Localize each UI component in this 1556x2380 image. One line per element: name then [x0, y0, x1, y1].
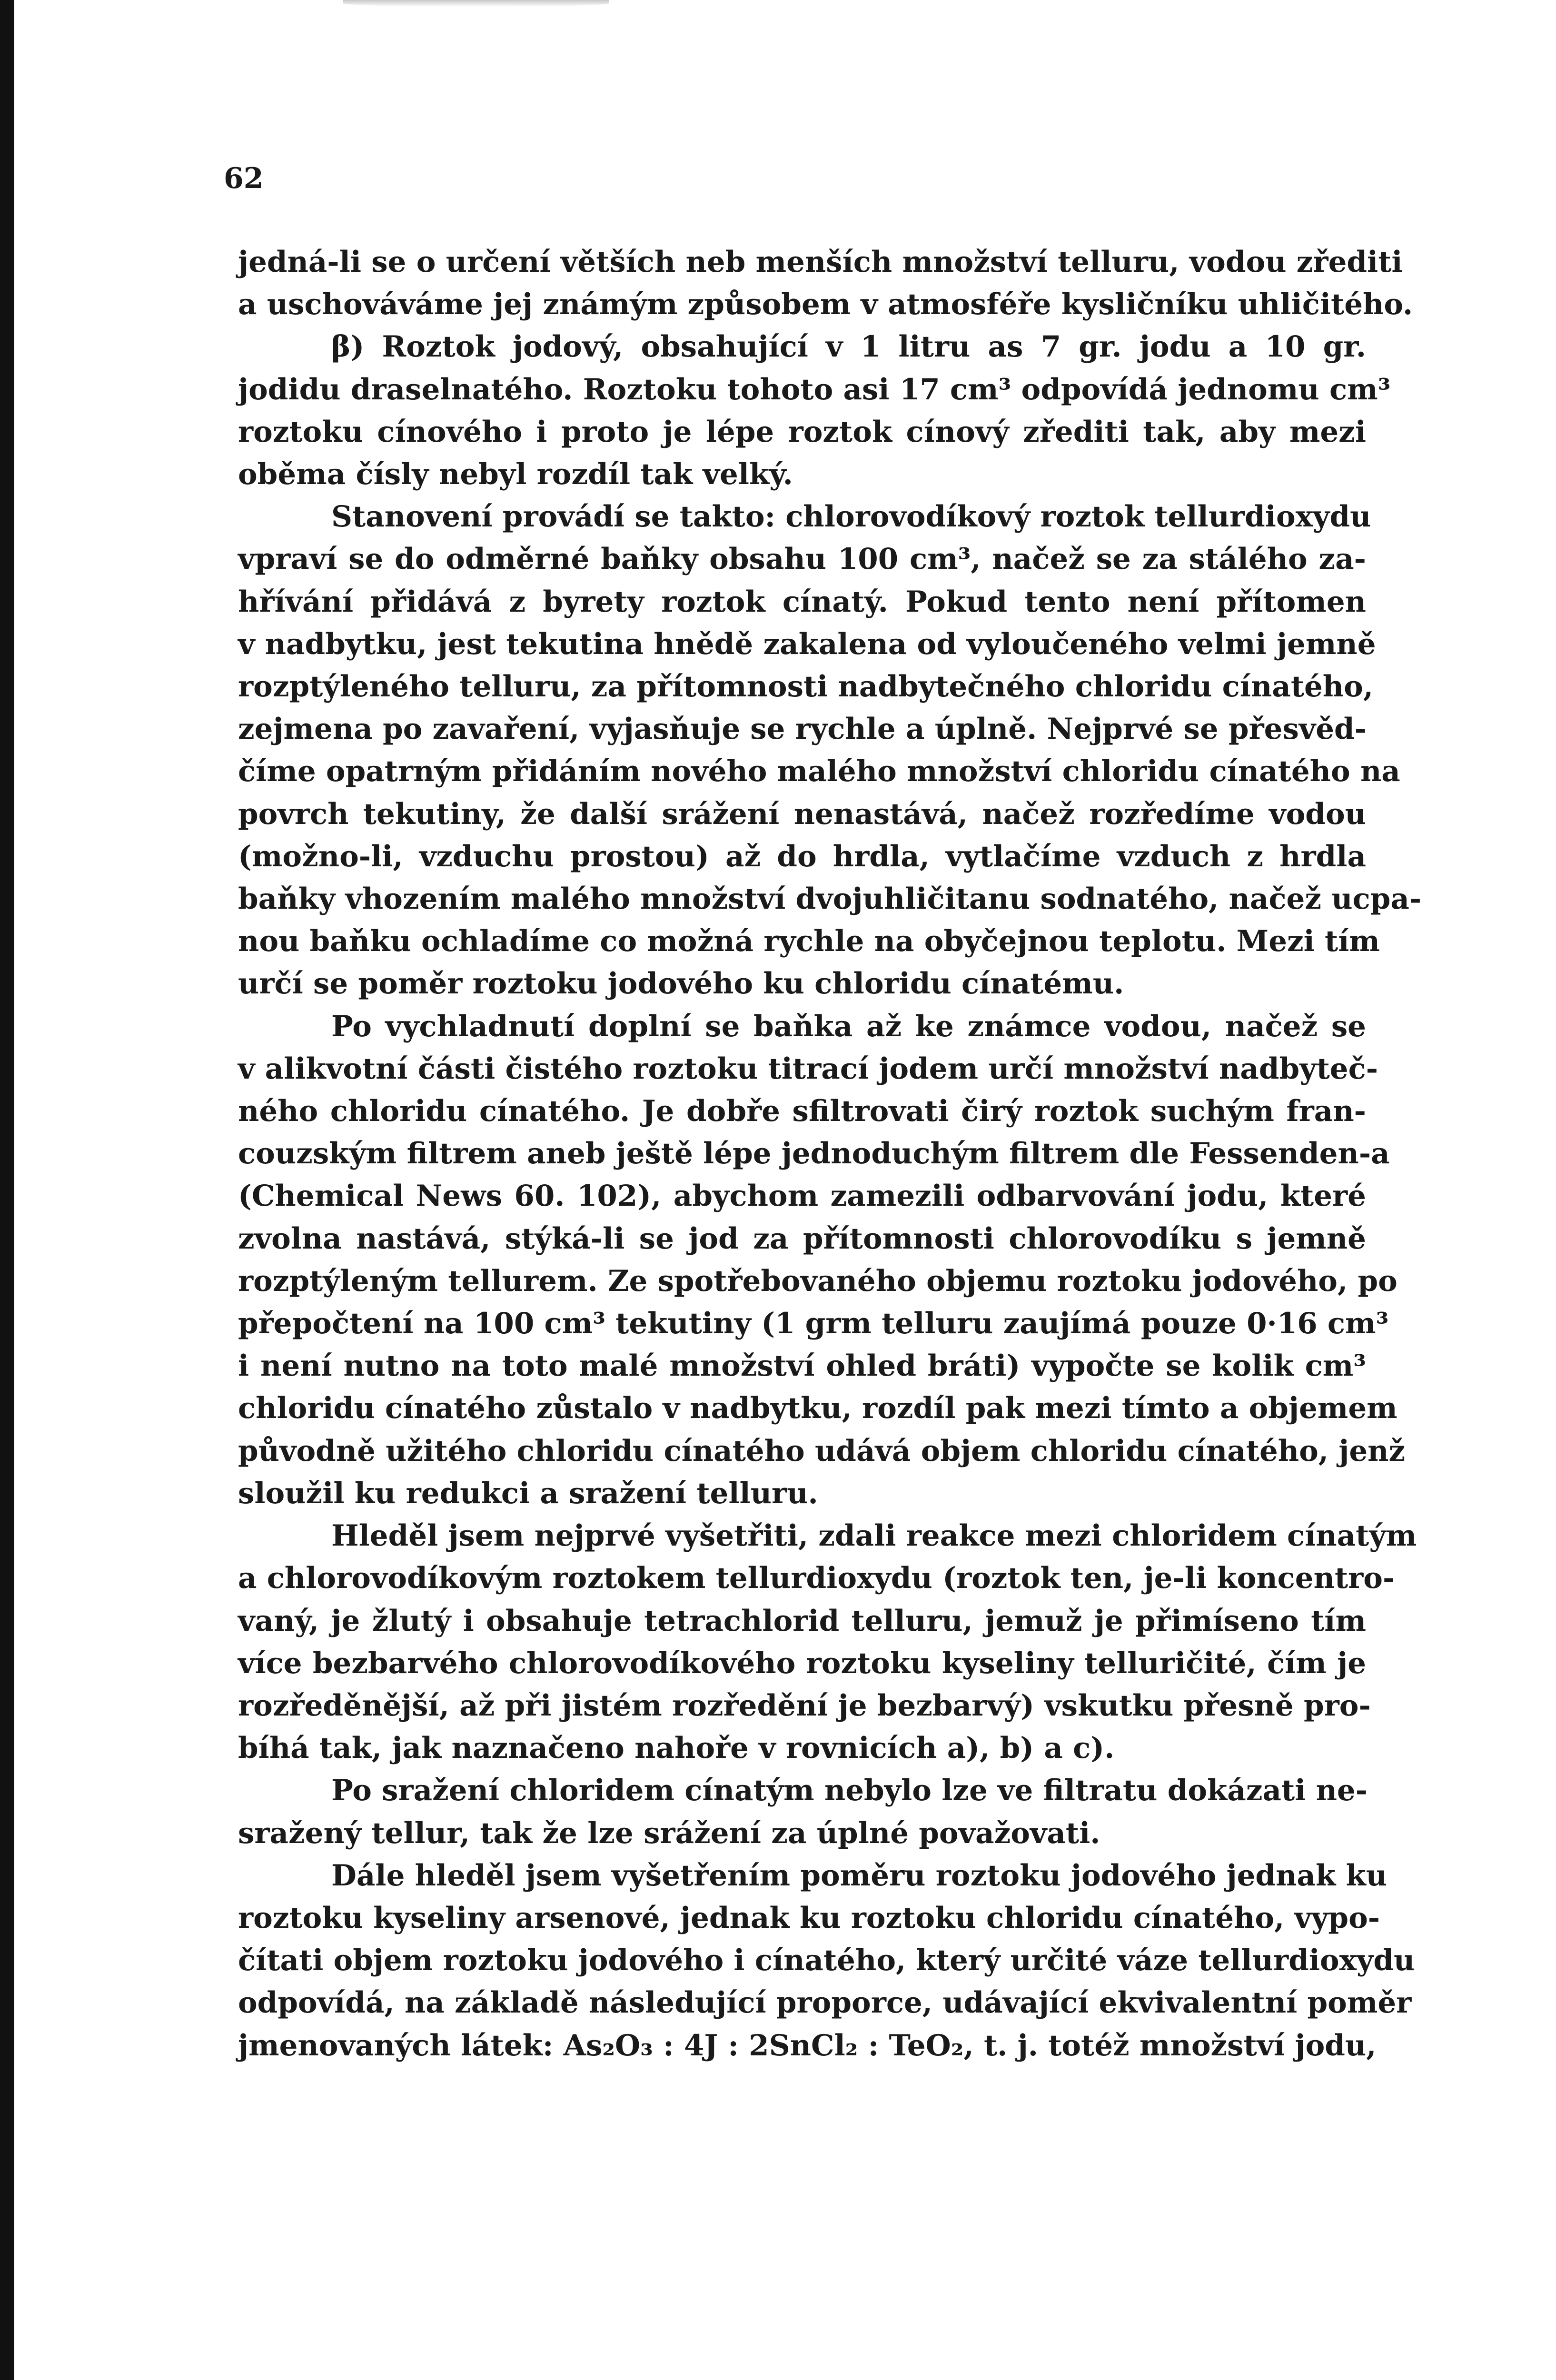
text-line: určí se poměr roztoku jodového ku chloridu cínatému. — [238, 967, 1124, 1001]
text-line: sloužil ku redukci a sražení telluru. — [238, 1476, 818, 1510]
text-line: v nadbytku, jest tekutina hnědě zakalena od vyloučeného velmi jemně — [238, 627, 1376, 661]
text-line: Po vychladnutí doplní se baňka až ke známce vodou, načež se — [331, 1009, 1366, 1043]
text-line: jmenovaných látek: As₂O₃ : 4J : 2SnCl₂ : TeO₂, t. j. totéž množství jodu, — [238, 2028, 1377, 2063]
text-line: Po sražení chloridem cínatým nebylo lze ve filtratu dokázati ne- — [331, 1774, 1368, 1808]
paragraph-2 — [238, 326, 1391, 496]
text-line: povrch tekutiny, že další srážení nenastává, načež rozředíme vodou — [238, 797, 1366, 831]
paragraph-1 — [238, 241, 1413, 326]
text-line: v alikvotní části čistého roztoku titrací jodem určí množství nadbyteč- — [238, 1051, 1378, 1086]
text-line: více bezbarvého chlorovodíkového roztoku kyseliny telluričité, čím je — [238, 1646, 1366, 1680]
text-line: couzským filtrem aneb ještě lépe jednoduchým filtrem dle Fessenden-a — [238, 1137, 1390, 1171]
page-number: 62 — [224, 162, 264, 195]
text-line: roztoku kyseliny arsenové, jednak ku roztoku chloridu cínatého, vypo- — [238, 1901, 1380, 1935]
text-line: Hleděl jsem nejprvé vyšetřiti, zdali reakce mezi chloridem cínatým — [331, 1519, 1417, 1553]
text-line: Stanovení provádí se takto: chlorovodíkový roztok tellurdioxydu — [331, 500, 1371, 534]
text-line: chloridu cínatého zůstalo v nadbytku, rozdíl pak mezi tímto a objemem — [238, 1391, 1397, 1426]
text-line: jodidu draselnatého. Roztoku tohoto asi 17 cm³ odpovídá jednomu cm³ — [238, 372, 1391, 407]
text-line: původně užitého chloridu cínatého udává objem chloridu cínatého, jenž — [238, 1434, 1406, 1468]
document-page — [14, 0, 1556, 2380]
paragraph-5 — [238, 1515, 1417, 1769]
text-line: β) Roztok jodový, obsahující v 1 litru as 7 gr. jodu a 10 gr. — [331, 330, 1366, 364]
text-line: jedná-li se o určení větších neb menších množství telluru, vodou zřediti — [238, 245, 1403, 279]
paragraph-6 — [238, 1769, 1366, 1854]
text-line: rozředěnější, až při jistém rozředění je bezbarvý) vskutku přesně pro- — [238, 1688, 1371, 1723]
paragraph-7 — [238, 1854, 1415, 2067]
text-line: a chlorovodíkovým roztokem tellurdioxydu (roztok ten, je-li koncentro- — [238, 1561, 1395, 1596]
text-line: číme opatrným přidáním nového malého množství chloridu cínatého na — [238, 754, 1400, 789]
text-line: baňky vhozením malého množství dvojuhličitanu sodnatého, načež ucpa- — [238, 882, 1422, 916]
body-text — [238, 241, 1422, 2067]
scan-top-smudge — [343, 0, 609, 7]
text-line: vpraví se do odměrné baňky obsahu 100 cm³, načež se za stálého za- — [238, 542, 1366, 576]
text-line: bíhá tak, jak naznačeno nahoře v rovnicích a), b) a c). — [238, 1731, 1115, 1765]
text-line: Dále hleděl jsem vyšetřením poměru roztoku jodového jednak ku — [331, 1858, 1388, 1893]
text-line: oběma čísly nebyl rozdíl tak velký. — [238, 457, 793, 492]
text-line: sražený tellur, tak že lze srážení za úplné považovati. — [238, 1816, 1100, 1850]
text-line: nou baňku ochladíme co možná rychle na obyčejnou teplotu. Mezi tím — [238, 924, 1380, 959]
text-line: rozptýleným tellurem. Ze spotřebovaného objemu roztoku jodového, po — [238, 1264, 1397, 1298]
text-line: zvolna nastává, stýká-li se jod za přítomnosti chlorovodíku s jemně — [238, 1221, 1366, 1256]
text-line: rozptýleného telluru, za přítomnosti nadbytečného chloridu cínatého, — [238, 670, 1374, 704]
paragraph-3 — [238, 496, 1422, 1005]
text-line: čítati objem roztoku jodového i cínatého, který určité váze tellurdioxydu — [238, 1944, 1415, 1978]
text-line: i není nutno na toto malé množství ohled bráti) vypočte se kolik cm³ — [238, 1349, 1366, 1383]
text-line: ného chloridu cínatého. Je dobře sfiltrovati čirý roztok suchým fran- — [238, 1094, 1366, 1129]
text-line: (Chemical News 60. 102), abychom zamezili odbarvování jodu, které — [238, 1179, 1366, 1213]
text-line: a uschováváme jej známým způsobem v atmosféře kysličníku uhličitého. — [238, 288, 1413, 322]
text-line: zejmena po zavaření, vyjasňuje se rychle a úplně. Nejprvé se přesvěd- — [238, 712, 1367, 746]
text-line: přepočtení na 100 cm³ tekutiny (1 grm telluru zaujímá pouze 0·16 cm³ — [238, 1307, 1389, 1341]
text-line: (možno-li, vzduchu prostou) až do hrdla, vytlačíme vzduch z hrdla — [238, 839, 1366, 873]
text-line: odpovídá, na základě následující proporce, udávající ekvivalentní poměr — [238, 1986, 1412, 2020]
scan-left-border — [0, 0, 14, 2380]
text-line: hřívání přidává z byrety roztok cínatý. Pokud tento není přítomen — [238, 585, 1366, 619]
paragraph-4 — [238, 1005, 1406, 1515]
text-line: roztoku cínového i proto je lépe roztok cínový zřediti tak, aby mezi — [238, 415, 1366, 449]
text-line: vaný, je žlutý i obsahuje tetrachlorid telluru, jemuž je přimíseno tím — [238, 1604, 1366, 1638]
